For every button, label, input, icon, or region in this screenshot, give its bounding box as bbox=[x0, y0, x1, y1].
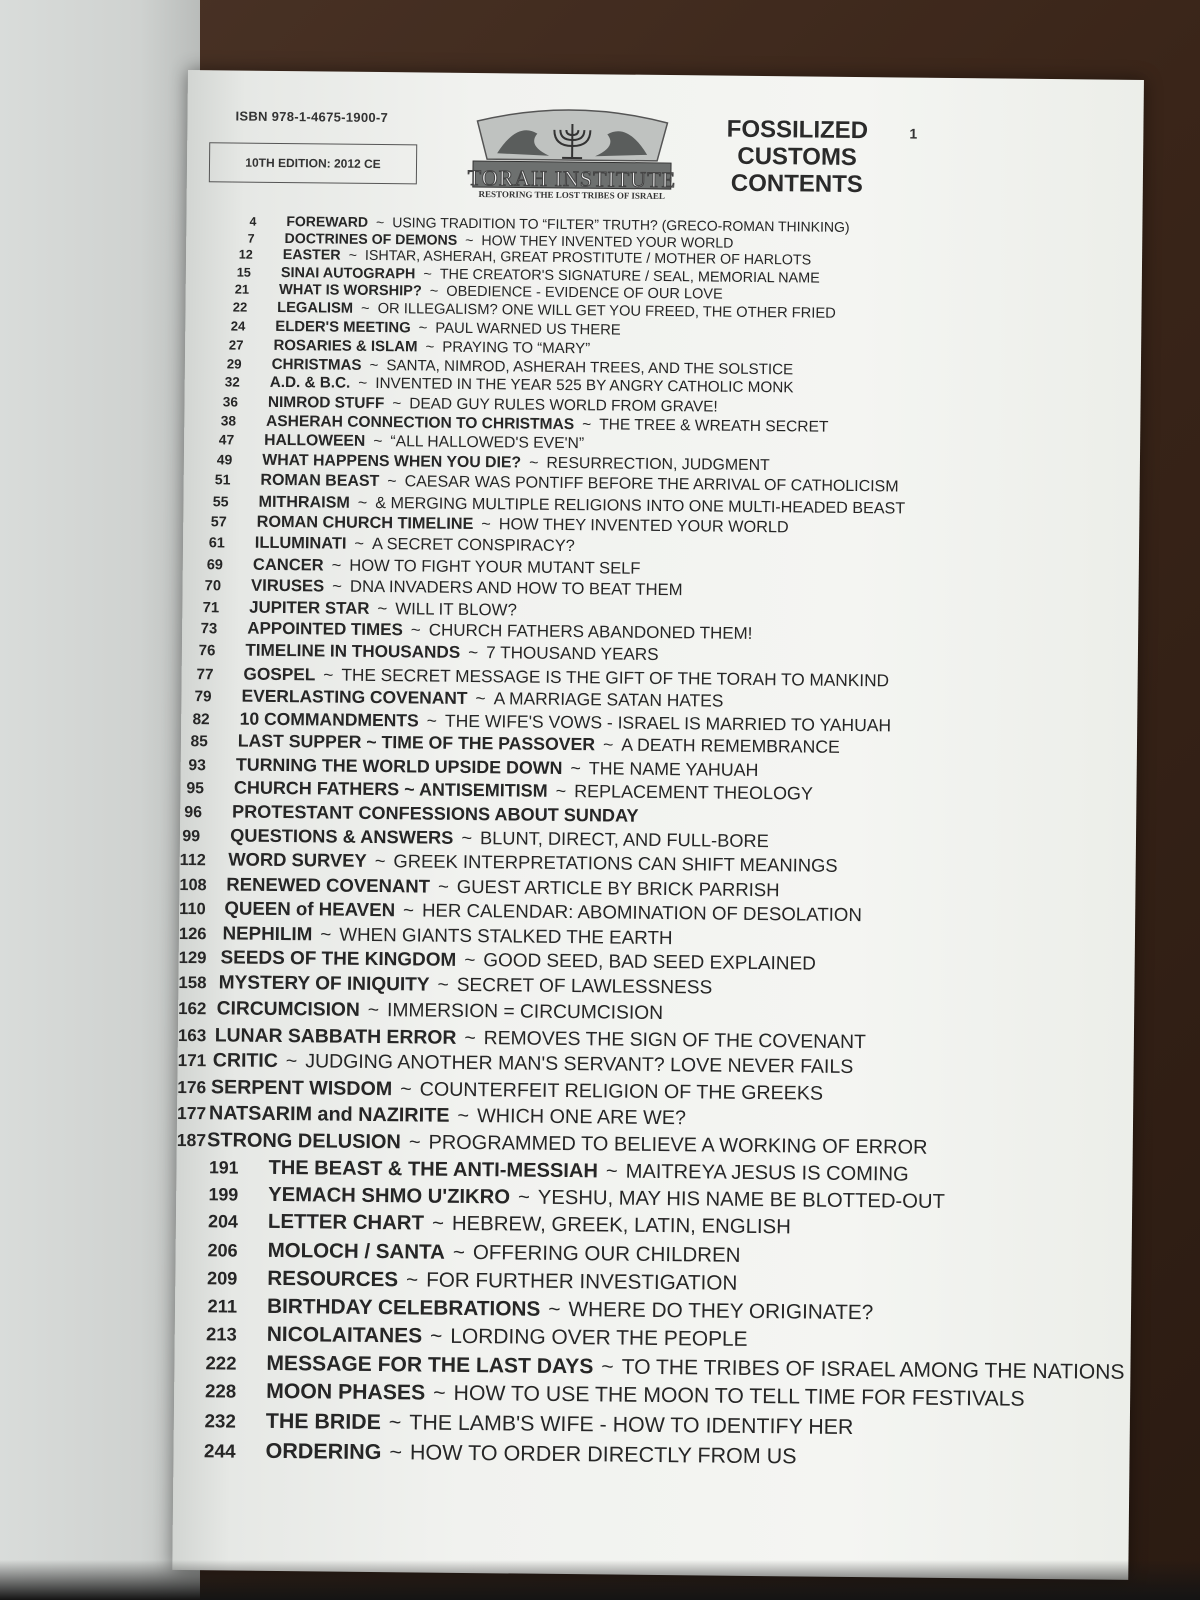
toc-page-number: 57 bbox=[210, 514, 227, 531]
toc-page-number: 176 bbox=[177, 1076, 207, 1097]
toc-description: DNA INVADERS AND HOW TO BEAT THEM bbox=[349, 576, 683, 600]
toc-separator: ~ bbox=[481, 515, 491, 534]
toc-description: HOW TO ORDER DIRECTLY FROM US bbox=[409, 1439, 797, 1469]
toc-separator: ~ bbox=[582, 416, 592, 434]
table-surface-shadow bbox=[0, 1560, 1200, 1600]
toc-page-number: 22 bbox=[232, 299, 248, 315]
toc-title: RENEWED COVENANT bbox=[226, 873, 431, 897]
toc-title: WORD SURVEY bbox=[228, 848, 367, 872]
edition-box bbox=[209, 142, 417, 184]
toc-title: ASHERAH CONNECTION TO CHRISTMAS bbox=[265, 412, 575, 433]
toc-title: NIMROD STUFF bbox=[267, 393, 385, 412]
toc-title: YEMACH SHMO U'ZIKRO bbox=[268, 1183, 511, 1209]
toc-separator: ~ bbox=[452, 1240, 466, 1264]
toc-separator: ~ bbox=[320, 923, 332, 945]
toc-description: OBEDIENCE - EVIDENCE OF OUR LOVE bbox=[446, 284, 723, 304]
toc-title: FOREWARD bbox=[286, 213, 369, 230]
toc-separator: ~ bbox=[423, 266, 432, 283]
toc-separator: ~ bbox=[348, 247, 358, 265]
toc-title: ILLUMINATI bbox=[254, 533, 347, 553]
toc-title: MESSAGE FOR THE LAST DAYS bbox=[266, 1351, 594, 1378]
logo-text: TORAH INSTITUTE bbox=[467, 164, 677, 193]
toc-description: THE WIFE'S VOWS - ISRAEL IS MARRIED TO YAHUAH bbox=[444, 710, 892, 735]
toc-separator: ~ bbox=[388, 1410, 402, 1435]
toc-description: PAUL WARNED US THERE bbox=[435, 320, 621, 339]
toc-title: DOCTRINES OF DEMONS bbox=[284, 230, 458, 248]
toc-page-number: 55 bbox=[212, 493, 229, 511]
toc-page-number: 12 bbox=[238, 247, 253, 262]
toc-title: CHURCH FATHERS ~ ANTISEMITISM bbox=[233, 777, 548, 801]
toc-separator: ~ bbox=[373, 433, 383, 451]
toc-title: MITHRAISM bbox=[258, 492, 350, 512]
toc-description: IMMERSION = CIRCUMCISION bbox=[386, 999, 664, 1024]
title-line-1: FOSSILIZED bbox=[726, 115, 869, 145]
toc-page-number: 29 bbox=[226, 355, 242, 372]
toc-separator: ~ bbox=[465, 231, 474, 248]
toc-separator: ~ bbox=[437, 875, 449, 897]
toc-separator: ~ bbox=[429, 283, 439, 301]
toc-separator: ~ bbox=[387, 473, 397, 491]
toc-description: OFFERING OUR CHILDREN bbox=[472, 1240, 741, 1267]
toc-description: A DEATH REMEMBRANCE bbox=[621, 735, 840, 758]
toc-separator: ~ bbox=[555, 780, 567, 801]
toc-separator: ~ bbox=[331, 555, 342, 575]
toc-separator: ~ bbox=[392, 394, 402, 412]
toc-page-number: 70 bbox=[204, 578, 222, 595]
toc-title: CANCER bbox=[252, 554, 324, 575]
toc-title: LAST SUPPER ~ TIME OF THE PASSOVER bbox=[237, 731, 596, 755]
toc-separator: ~ bbox=[461, 827, 473, 849]
toc-description: PRAYING TO “MARY” bbox=[442, 338, 591, 358]
toc-title: ROMAN BEAST bbox=[260, 472, 380, 491]
toc-description: THE LAMB'S WIFE - HOW TO IDENTIFY HER bbox=[409, 1410, 854, 1440]
toc-title: SINAI AUTOGRAPH bbox=[280, 264, 416, 283]
toc-description: REPLACEMENT THEOLOGY bbox=[574, 781, 814, 804]
toc-description: “ALL HALLOWED'S EVE'N” bbox=[390, 433, 585, 453]
toc-description: RESURRECTION, JUDGMENT bbox=[546, 455, 770, 475]
title-line-3: CONTENTS bbox=[730, 169, 863, 199]
toc-separator: ~ bbox=[377, 598, 388, 618]
toc-separator: ~ bbox=[529, 454, 539, 473]
toc-title: QUEEN of HEAVEN bbox=[224, 897, 396, 921]
toc-page-number: 32 bbox=[224, 374, 240, 390]
toc-separator: ~ bbox=[605, 1160, 618, 1183]
toc-description: OR ILLEGALISM? ONE WILL GET YOU FREED, THE OTHER FRIED bbox=[377, 301, 836, 323]
toc-title: TURNING THE WORLD UPSIDE DOWN bbox=[235, 754, 563, 778]
toc-title: WHAT HAPPENS WHEN YOU DIE? bbox=[262, 452, 522, 472]
toc-title: THE BEAST & THE ANTI-MESSIAH bbox=[268, 1156, 599, 1182]
toc-title: BIRTHDAY CELEBRATIONS bbox=[266, 1294, 541, 1321]
toc-description: 7 THOUSAND YEARS bbox=[486, 643, 659, 665]
toc-page-number: 244 bbox=[203, 1440, 236, 1463]
toc-page-number: 76 bbox=[198, 642, 216, 660]
toc-separator: ~ bbox=[426, 710, 438, 731]
toc-page-number: 24 bbox=[230, 317, 246, 334]
toc-page-number: 38 bbox=[220, 413, 237, 429]
toc-page-number: 49 bbox=[216, 451, 233, 468]
toc-description: MAITREYA JESUS IS COMING bbox=[625, 1160, 909, 1186]
toc-description: HOW TO FIGHT YOUR MUTANT SELF bbox=[349, 555, 641, 578]
toc-separator: ~ bbox=[464, 950, 476, 972]
page-number: 1 bbox=[909, 125, 918, 142]
toc-separator: ~ bbox=[367, 999, 380, 1021]
toc-separator: ~ bbox=[431, 1212, 445, 1235]
toc-separator: ~ bbox=[402, 899, 415, 921]
toc-title: RESOURCES bbox=[267, 1266, 399, 1291]
torah-institute-logo bbox=[457, 101, 688, 208]
toc-title: VIRUSES bbox=[250, 575, 325, 596]
toc-description: & MERGING MULTIPLE RELIGIONS INTO ONE MULTI-HEADED BEAST bbox=[375, 493, 906, 518]
toc-page-number: 73 bbox=[200, 620, 218, 638]
toc-title: MYSTERY OF INIQUITY bbox=[218, 972, 430, 996]
toc-description: GREEK INTERPRETATIONS CAN SHIFT MEANINGS bbox=[393, 850, 838, 877]
toc-separator: ~ bbox=[358, 375, 368, 393]
toc-title: MOLOCH / SANTA bbox=[267, 1238, 446, 1264]
toc-description: LORDING OVER THE PEOPLE bbox=[450, 1324, 748, 1351]
toc-separator: ~ bbox=[332, 576, 343, 596]
toc-description: WILL IT BLOW? bbox=[395, 598, 517, 620]
toc-separator: ~ bbox=[418, 319, 428, 337]
toc-title: WHAT IS WORSHIP? bbox=[278, 282, 422, 300]
toc-page-number: 4 bbox=[249, 214, 257, 229]
toc-title: EASTER bbox=[282, 247, 341, 264]
toc-page-number: 79 bbox=[194, 688, 212, 706]
toc-title: ORDERING bbox=[265, 1438, 382, 1464]
toc-separator: ~ bbox=[400, 1077, 412, 1101]
toc-separator: ~ bbox=[570, 757, 581, 778]
toc-page-number: 95 bbox=[186, 779, 205, 798]
toc-description: HOW THEY INVENTED YOUR WORLD bbox=[498, 515, 789, 537]
toc-page-number: 82 bbox=[192, 710, 210, 728]
toc-title: STRONG DELUSION bbox=[206, 1129, 402, 1154]
toc-title: SERPENT WISDOM bbox=[210, 1075, 393, 1100]
toc-separator: ~ bbox=[285, 1050, 298, 1073]
toc-page-number: 27 bbox=[228, 337, 244, 353]
toc-page-number: 158 bbox=[178, 973, 207, 993]
toc-separator: ~ bbox=[430, 1324, 443, 1348]
toc-title: LUNAR SABBATH ERROR bbox=[214, 1023, 457, 1049]
toc-page-number: 126 bbox=[178, 924, 207, 944]
table-of-contents bbox=[173, 212, 1142, 1477]
toc-page-number: 51 bbox=[214, 471, 231, 488]
document-title bbox=[707, 115, 888, 198]
toc-page-number: 171 bbox=[177, 1050, 207, 1071]
toc-page-number: 96 bbox=[184, 803, 203, 821]
toc-page-number: 21 bbox=[234, 281, 250, 298]
toc-description: GUEST ARTICLE BY BRICK PARRISH bbox=[456, 875, 780, 900]
toc-description: HOW THEY INVENTED YOUR WORLD bbox=[481, 232, 734, 251]
toc-separator: ~ bbox=[601, 1354, 614, 1379]
isbn: ISBN 978-1-4675-1900-7 bbox=[235, 108, 389, 126]
toc-description: A MARRIAGE SATAN HATES bbox=[493, 688, 724, 711]
toc-page-number: 15 bbox=[236, 265, 251, 280]
toc-title: ROSARIES & ISLAM bbox=[273, 336, 418, 356]
toc-title: EVERLASTING COVENANT bbox=[241, 685, 468, 708]
toc-title: ROMAN CHURCH TIMELINE bbox=[256, 512, 474, 534]
toc-page-number: 209 bbox=[206, 1267, 238, 1289]
toc-page-number: 85 bbox=[190, 733, 208, 751]
toc-separator: ~ bbox=[376, 213, 385, 231]
toc-page-number: 108 bbox=[179, 875, 207, 894]
logo-subtext: RESTORING THE LOST TRIBES OF ISRAEL bbox=[478, 189, 665, 202]
toc-title: ELDER'S MEETING bbox=[275, 318, 411, 336]
toc-title: NICOLAITANES bbox=[266, 1322, 423, 1348]
toc-page-number: 199 bbox=[208, 1184, 239, 1205]
toc-page-number: 163 bbox=[177, 1025, 207, 1045]
toc-description: CAESAR WAS PONTIFF BEFORE THE ARRIVAL OF CATHOLICISM bbox=[404, 473, 899, 496]
toc-description: HOW TO USE THE MOON TO TELL TIME FOR FESTIVALS bbox=[453, 1382, 1025, 1412]
toc-page-number: 211 bbox=[207, 1294, 238, 1317]
toc-separator: ~ bbox=[357, 493, 368, 512]
toc-separator: ~ bbox=[457, 1104, 470, 1128]
toc-description: SECRET OF LAWLESSNESS bbox=[456, 975, 713, 999]
toc-page-number: 36 bbox=[222, 393, 238, 410]
toc-page-number: 228 bbox=[204, 1380, 237, 1402]
toc-title: THE BRIDE bbox=[265, 1409, 382, 1435]
toc-description: HEBREW, GREEK, LATIN, ENGLISH bbox=[451, 1212, 792, 1239]
toc-separator: ~ bbox=[437, 974, 449, 997]
toc-separator: ~ bbox=[360, 301, 370, 318]
toc-description: WHICH ONE ARE WE? bbox=[476, 1105, 687, 1130]
toc-title: NEPHILIM bbox=[222, 922, 313, 945]
toc-title: PROTESTANT CONFESSIONS ABOUT SUNDAY bbox=[231, 801, 639, 826]
toc-title: CIRCUMCISION bbox=[216, 998, 360, 1021]
toc-page-number: 222 bbox=[205, 1351, 237, 1374]
toc-separator: ~ bbox=[517, 1186, 530, 1209]
toc-separator: ~ bbox=[433, 1381, 446, 1406]
toc-description: TO THE TRIBES OF ISRAEL AMONG THE NATIONS bbox=[621, 1355, 1125, 1384]
toc-page-number: 162 bbox=[178, 998, 207, 1019]
toc-title: MOON PHASES bbox=[266, 1380, 426, 1405]
toc-title: 10 COMMANDMENTS bbox=[239, 708, 419, 731]
toc-separator: ~ bbox=[464, 1026, 476, 1049]
toc-title: NATSARIM and NAZIRITE bbox=[208, 1102, 450, 1127]
toc-description: THE SECRET MESSAGE IS THE GIFT OF THE TORAH TO MANKIND bbox=[341, 664, 890, 690]
toc-separator: ~ bbox=[410, 620, 421, 640]
toc-description: ISHTAR, ASHERAH, GREAT PROSTITUTE / MOTHER OF HARLOTS bbox=[364, 248, 812, 269]
toc-page-number: 61 bbox=[208, 535, 225, 552]
toc-title: TIMELINE IN THOUSANDS bbox=[245, 640, 461, 663]
toc-separator: ~ bbox=[374, 850, 386, 872]
toc-page-number: 232 bbox=[204, 1410, 236, 1432]
toc-page-number: 7 bbox=[247, 231, 255, 246]
toc-page-number: 99 bbox=[182, 827, 201, 846]
toc-page-number: 69 bbox=[206, 557, 224, 574]
toc-title: LETTER CHART bbox=[267, 1211, 425, 1235]
toc-page-number: 206 bbox=[207, 1240, 238, 1261]
toc-description: THE NAME YAHUAH bbox=[588, 757, 759, 780]
toc-description: WHEN GIANTS STALKED THE EARTH bbox=[339, 923, 673, 949]
toc-description: REMOVES THE SIGN OF THE COVENANT bbox=[483, 1026, 867, 1053]
toc-description: GOOD SEED, BAD SEED EXPLAINED bbox=[483, 950, 816, 975]
toc-title: SEEDS OF THE KINGDOM bbox=[220, 947, 457, 971]
toc-separator: ~ bbox=[548, 1297, 561, 1321]
toc-page-number: 213 bbox=[205, 1323, 237, 1345]
toc-description: THE CREATOR'S SIGNATURE / SEAL, MEMORIAL NAME bbox=[439, 266, 820, 287]
toc-title: APPOINTED TIMES bbox=[247, 619, 403, 640]
toc-page-number: 204 bbox=[207, 1211, 239, 1232]
toc-separator: ~ bbox=[602, 734, 614, 755]
toc-separator: ~ bbox=[468, 643, 479, 663]
toc-separator: ~ bbox=[369, 356, 379, 374]
toc-description: SANTA, NIMROD, ASHERAH TREES, AND THE SOLSTICE bbox=[386, 356, 794, 378]
toc-description: COUNTERFEIT RELIGION OF THE GREEKS bbox=[419, 1078, 824, 1105]
toc-page-number: 191 bbox=[208, 1156, 239, 1178]
toc-title: QUESTIONS & ANSWERS bbox=[230, 824, 454, 849]
toc-page-number: 129 bbox=[178, 948, 207, 968]
toc-title: JUPITER STAR bbox=[249, 597, 370, 618]
toc-title: CRITIC bbox=[212, 1049, 278, 1073]
toc-separator: ~ bbox=[389, 1439, 403, 1464]
document-page bbox=[172, 70, 1144, 1580]
toc-description: YESHU, MAY HIS NAME BE BLOTTED-OUT bbox=[537, 1186, 946, 1213]
toc-title: CHRISTMAS bbox=[271, 355, 362, 374]
edition-label: 10TH EDITION: 2012 CE bbox=[245, 155, 381, 172]
toc-separator: ~ bbox=[475, 687, 486, 709]
toc-description: PROGRAMMED TO BELIEVE A WORKING OF ERROR bbox=[428, 1131, 928, 1159]
toc-page-number: 110 bbox=[179, 900, 206, 919]
toc-separator: ~ bbox=[405, 1267, 419, 1292]
toc-title: LEGALISM bbox=[277, 300, 354, 318]
toc-page-number: 47 bbox=[218, 431, 235, 448]
toc-description: INVENTED IN THE YEAR 525 BY ANGRY CATHOLIC MONK bbox=[375, 375, 794, 397]
toc-description: WHERE DO THEY ORIGINATE? bbox=[568, 1297, 874, 1324]
toc-page-number: 93 bbox=[188, 756, 206, 774]
toc-description: HER CALENDAR: ABOMINATION OF DESOLATION bbox=[421, 899, 862, 926]
toc-title: HALLOWEEN bbox=[264, 432, 366, 451]
toc-description: THE TREE & WREATH SECRET bbox=[599, 416, 829, 436]
toc-description: CHURCH FATHERS ABANDONED THEM! bbox=[428, 620, 753, 644]
toc-description: USING TRADITION TO “FILTER” TRUTH? (GRECO-ROMAN THINKING) bbox=[392, 214, 850, 235]
title-line-2: CUSTOMS bbox=[737, 142, 858, 172]
toc-separator: ~ bbox=[408, 1131, 421, 1154]
toc-description: JUDGING ANOTHER MAN'S SERVANT? LOVE NEVER FAILS bbox=[305, 1050, 854, 1079]
toc-page-number: 177 bbox=[176, 1103, 207, 1124]
toc-description: DEAD GUY RULES WORLD FROM GRAVE! bbox=[409, 394, 718, 416]
toc-description: A SECRET CONSPIRACY? bbox=[371, 534, 575, 556]
toc-description: BLUNT, DIRECT, AND FULL-BORE bbox=[479, 827, 769, 852]
toc-separator: ~ bbox=[425, 338, 435, 356]
toc-separator: ~ bbox=[323, 663, 334, 685]
toc-separator: ~ bbox=[354, 534, 365, 553]
toc-page-number: 77 bbox=[196, 665, 214, 683]
toc-title: GOSPEL bbox=[243, 663, 316, 684]
toc-page-number: 112 bbox=[179, 851, 206, 870]
toc-page-number: 71 bbox=[202, 599, 220, 617]
toc-title: A.D. & B.C. bbox=[269, 374, 351, 393]
toc-description: FOR FURTHER INVESTIGATION bbox=[426, 1268, 738, 1295]
